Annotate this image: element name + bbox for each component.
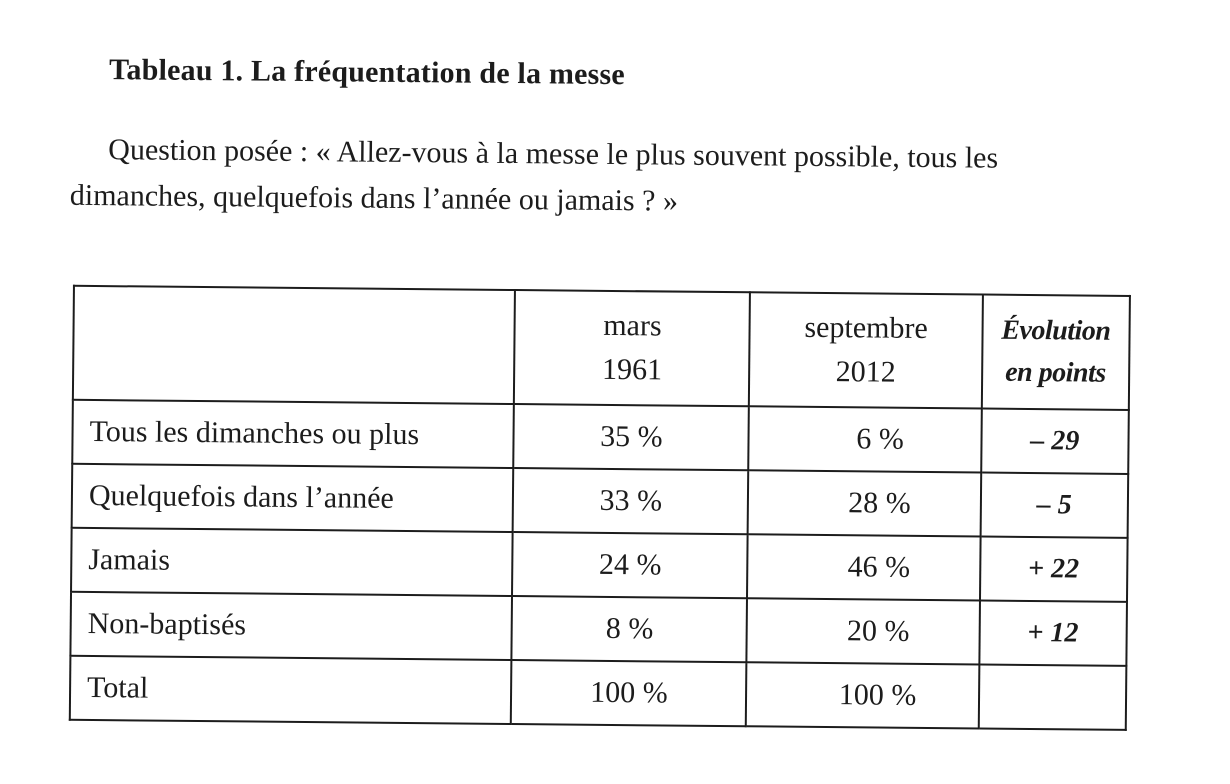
row-label: Total [70, 656, 512, 724]
table-row-total [70, 656, 1127, 730]
table-row [72, 400, 1129, 474]
value-evolution: – 29 [981, 409, 1129, 474]
header-empty-cell [73, 286, 515, 404]
value-evolution: – 5 [980, 473, 1128, 538]
header-2012-year: 2012 [836, 355, 896, 389]
question-text [70, 127, 1151, 229]
value-2012: 6 % [749, 406, 982, 472]
table-title: Tableau 1. La fréquentation de la messe [109, 53, 625, 92]
value-1961: 35 % [514, 404, 750, 470]
value-2012: 46 % [747, 534, 980, 600]
header-2012 [749, 292, 982, 408]
header-evolution-line-1: Évolution [1001, 315, 1110, 347]
row-label: Tous les dimanches ou plus [72, 400, 514, 468]
row-label: Non-baptisés [70, 592, 512, 660]
value-evolution: + 22 [980, 537, 1128, 602]
question-line-1: Question posée : « Allez-vous à la messe le plus souvent possible, tous les [108, 133, 998, 175]
table-header-row [73, 286, 1130, 410]
header-2012-month: septembre [804, 311, 928, 345]
row-label: Jamais [71, 528, 513, 596]
table-row [70, 592, 1127, 666]
value-evolution: + 12 [979, 601, 1127, 666]
frequency-table [69, 285, 1131, 731]
row-label: Quelquefois dans l’année [72, 464, 514, 532]
header-1961-month: mars [603, 309, 662, 343]
value-2012: 28 % [748, 470, 981, 536]
value-evolution [978, 665, 1126, 730]
question-line-2: dimanches, quelquefois dans l’année ou jamais ? » [70, 179, 678, 218]
header-1961-year: 1961 [602, 353, 662, 387]
table-row [71, 528, 1128, 602]
header-evolution-line-2: en points [1005, 357, 1106, 389]
header-1961 [514, 290, 750, 406]
value-1961: 8 % [512, 596, 748, 662]
value-2012: 100 % [746, 662, 979, 728]
value-1961: 24 % [512, 532, 748, 598]
table-row [72, 464, 1129, 538]
value-2012: 20 % [747, 598, 980, 664]
value-1961: 33 % [513, 468, 749, 534]
value-1961: 100 % [511, 660, 747, 726]
header-evolution [981, 295, 1129, 410]
